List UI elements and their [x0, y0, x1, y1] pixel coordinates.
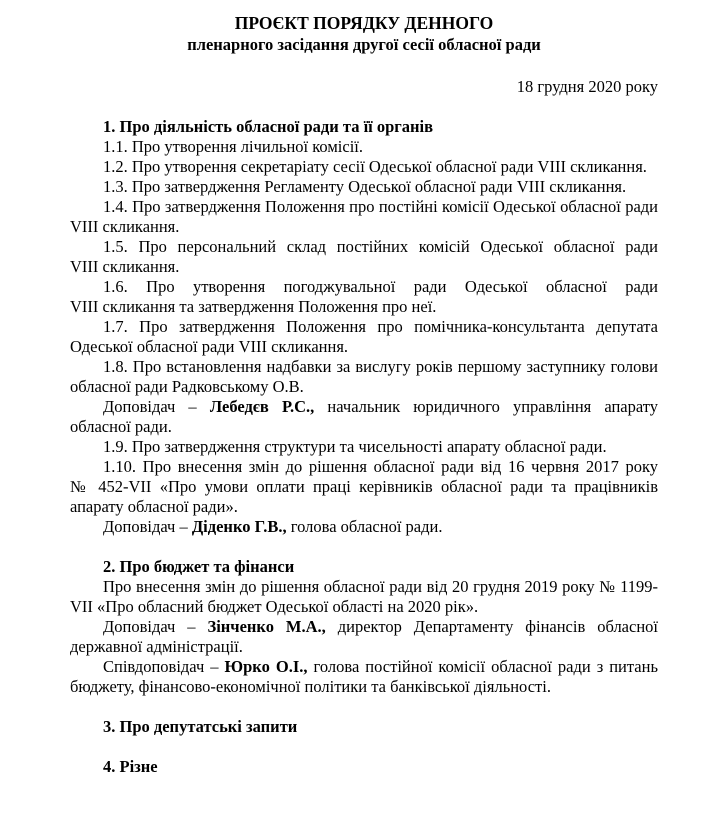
agenda-section-2	[70, 557, 658, 697]
speaker-line: Співдоповідач – Юрко О.І., голова постійної комісії обласної ради з питань бюджету, фінансово-економічної політики та банківської діяльності.	[70, 657, 658, 696]
agenda-item: 1.4. Про затвердження Положення про постійні комісії Одеської обласної ради VIII скликання.	[70, 197, 658, 236]
speaker-line: Доповідач – Зінченко М.А., директор Департаменту фінансів обласної державної адміністрації.	[70, 617, 658, 656]
agenda-sections	[70, 117, 658, 777]
document-subtitle: пленарного засідання другої сесії обласної ради	[187, 35, 541, 54]
section-heading: 3. Про депутатські запити	[103, 717, 298, 736]
agenda-section-1	[70, 117, 658, 537]
agenda-section-4	[70, 757, 658, 777]
agenda-item: 1.3. Про затвердження Регламенту Одеської обласної ради VIII скликання.	[103, 177, 627, 196]
speaker-name: Зінченко М.А.,	[207, 617, 326, 636]
agenda-item: 1.6. Про утворення погоджувальної ради Одеської обласної ради VIII скликання та затвердження Положення про неї.	[70, 277, 658, 316]
agenda-item: Про внесення змін до рішення обласної ради від 20 грудня 2019 року № 1199-VII «Про обласний бюджет Одеської області на 2020 рік».	[70, 577, 658, 616]
document-date: 18 грудня 2020 року	[516, 77, 658, 96]
agenda-item: 1.10. Про внесення змін до рішення обласної ради від 16 червня 2017 року № 452-VII «Про умови оплати праці керівників обласної ради та працівників апарату обласної ради».	[70, 457, 658, 516]
agenda-item: 1.1. Про утворення лічильної комісії.	[103, 137, 364, 156]
section-heading: 2. Про бюджет та фінанси	[103, 557, 295, 576]
speaker-line: Доповідач – Лебедєв Р.С., начальник юридичного управління апарату обласної ради.	[70, 397, 659, 436]
agenda-item: 1.8. Про встановлення надбавки за вислугу років першому заступнику голови обласної ради Радковському О.В.	[70, 357, 658, 396]
agenda-item: 1.7. Про затвердження Положення про помічника-консультанта депутата Одеської обласної ради VIII скликання.	[70, 317, 658, 356]
document-title: ПРОЄКТ ПОРЯДКУ ДЕННОГО	[234, 13, 494, 33]
section-heading: 4. Різне	[103, 757, 158, 776]
speaker-line: Доповідач – Діденко Г.В., голова обласної ради.	[103, 517, 443, 536]
speaker-name: Діденко Г.В.,	[191, 517, 287, 536]
agenda-item: 1.2. Про утворення секретаріату сесії Одеської обласної ради VIII скликання.	[103, 157, 647, 176]
speaker-name: Лебедєв Р.С.,	[209, 397, 315, 416]
speaker-name: Юрко О.І.,	[224, 657, 308, 676]
section-heading: 1. Про діяльність обласної ради та її органів	[103, 117, 434, 136]
agenda-item: 1.9. Про затвердження структури та чисельності апарату обласної ради.	[103, 437, 607, 456]
agenda-section-3	[70, 717, 658, 737]
agenda-item: 1.5. Про персональний склад постійних комісій Одеської обласної ради VIII скликання.	[70, 237, 658, 276]
